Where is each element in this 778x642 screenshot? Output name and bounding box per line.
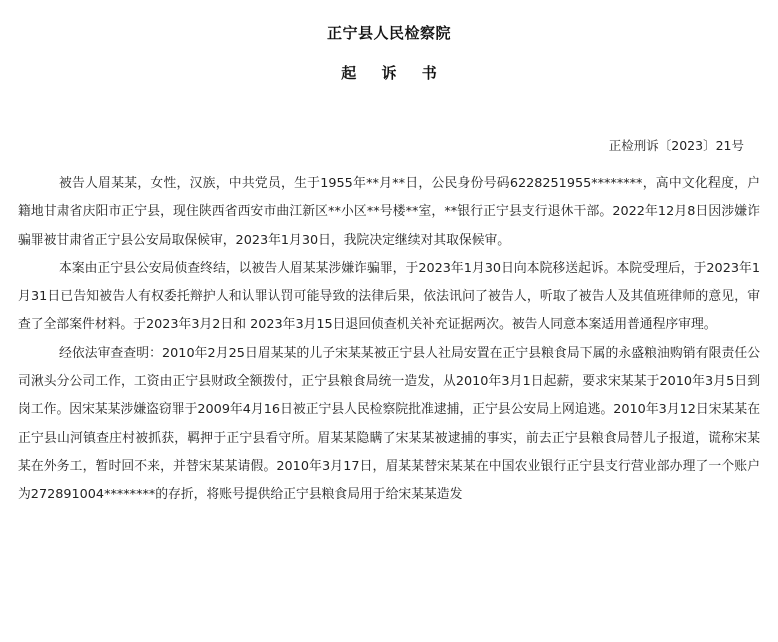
document-title: 起 诉 书: [341, 64, 447, 82]
document-number: 正检刑诉〔2023〕21号: [608, 138, 744, 153]
organization-name: 正宁县人民检察院: [326, 24, 451, 42]
paragraph-defendant-info: 被告人眉某某，女性，汉族，中共党员，生于1955年**月**日，公民身份号码6228251955********，高中文化程度，户籍地甘肃省庆阳市正宁县，现住陕西省西安市曲江新区**小区**号楼**室，**银行正宁县支行退休干部。2022年12月8日因涉嫌诈骗罪被甘肃省正宁县公安局取保候审，2023年1月30日，我院决定继续对其取保候审。: [18, 176, 760, 248]
document-body: [18, 170, 760, 510]
paragraph-facts: 经依法审查查明：2010年2月25日眉某某的儿子宋某某被正宁县人社局安置在正宁县粮食局下属的永盛粮油购销有限责任公司湫头分公司工作，工资由正宁县财政全额拨付，正宁县粮食局统一造发，从2010年3月1日起薪，要求宋某某于2010年3月5日到岗工作。因宋某某涉嫌盗窃罪于2009年4月16日被正宁县人民检察院批准逮捕，正宁县公安局上网追逃。2010年3月12日宋某某在正宁县山河镇查庄村被抓获，羁押于正宁县看守所。眉某某隐瞒了宋某某被逮捕的事实，前去正宁县粮食局替儿子报道，谎称宋某某在外务工，暂时回不来，并替宋某某请假。2010年3月17日，眉某某替宋某某在中国农业银行正宁县支行营业部办理了一个账户为272891004********的存折，将账号提供给正宁县粮食局用于给宋某某造发: [18, 345, 760, 503]
paragraph-case-procedure: 本案由正宁县公安局侦查终结，以被告人眉某某涉嫌诈骗罪，于2023年1月30日向本院移送起诉。本院受理后，于2023年1月31日已告知被告人有权委托辩护人和认罪认罚可能导致的法律后果，依法讯问了被告人，听取了被告人及其值班律师的意见，审查了全部案件材料。于2023年3月2日和 2023年3月15日退回侦查机关补充证据两次。被告人同意本案适用普通程序审理。: [18, 260, 760, 333]
